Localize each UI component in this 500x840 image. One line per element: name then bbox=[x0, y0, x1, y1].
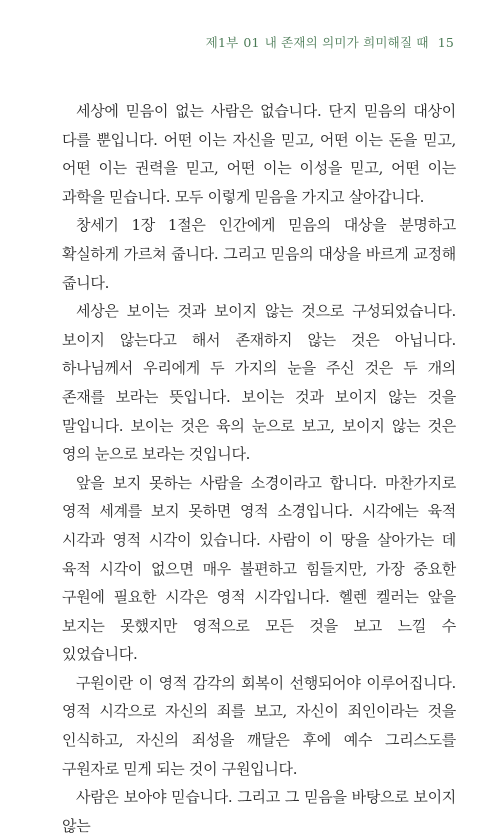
paragraph: 세상에 믿음이 없는 사람은 없습니다. 단지 믿음의 대상이 다를 뿐입니다. 어떤 이는 자신을 믿고, 어떤 이는 돈을 믿고, 어떤 이는 권력을 믿고, 어떤 이는 이성을 믿고, 어떤 이는 과학을 믿습니다. 모두 이렇게 믿음을 가지고 살아갑니다. bbox=[62, 102, 456, 206]
body-text bbox=[62, 97, 456, 840]
running-header bbox=[206, 33, 454, 51]
paragraph: 사람은 보아야 믿습니다. 그리고 그 믿음을 바탕으로 보이지 않는 bbox=[62, 788, 456, 835]
part-label: 제1부 bbox=[205, 35, 239, 50]
paragraph: 구원이란 이 영적 감각의 회복이 선행되어야 이루어집니다. 영적 시각으로 자신의 죄를 보고, 자신이 죄인이라는 것을 인식하고, 자신의 죄성을 깨달은 후에 예수 그리스도를 구원자로 믿게 되는 것이 구원입니다. bbox=[62, 673, 456, 778]
paragraph: 앞을 보지 못하는 사람을 소경이라고 합니다. 마찬가지로 영적 세계를 보지 못하면 영적 소경입니다. 시각에는 육적 시각과 영적 시각이 있습니다. 사람이 이 땅을 살아가는 데 육적 시각이 없으면 매우 불편하고 힘들지만, 가장 중요한 구원에 필요한 시각은 영적 시각입니다. 헬렌 켈러는 앞을 보지는 못했지만 영적으로 모든 것을 보고 느낄 수 있었습니다. bbox=[62, 473, 456, 664]
page-number: 15 bbox=[437, 35, 454, 50]
chapter-number: 01 bbox=[243, 35, 260, 50]
paragraph: 세상은 보이는 것과 보이지 않는 것으로 구성되었습니다. 보이지 않는다고 해서 존재하지 않는 것은 아닙니다. 하나님께서 우리에게 두 가지의 눈을 주신 것은 두 개의 존재를 보라는 뜻입니다. 보이는 것과 보이지 않는 것을 말입니다. 보이는 것은 육의 눈으로 보고, 보이지 않는 것은 영의 눈으로 보라는 것입니다. bbox=[62, 302, 456, 464]
chapter-title: 내 존재의 의미가 희미해질 때 bbox=[264, 35, 429, 50]
paragraph: 창세기 1장 1절은 인간에게 믿음의 대상을 분명하고 확실하게 가르쳐 줍니다. 그리고 믿음의 대상을 바르게 교정해 줍니다. bbox=[62, 216, 456, 292]
